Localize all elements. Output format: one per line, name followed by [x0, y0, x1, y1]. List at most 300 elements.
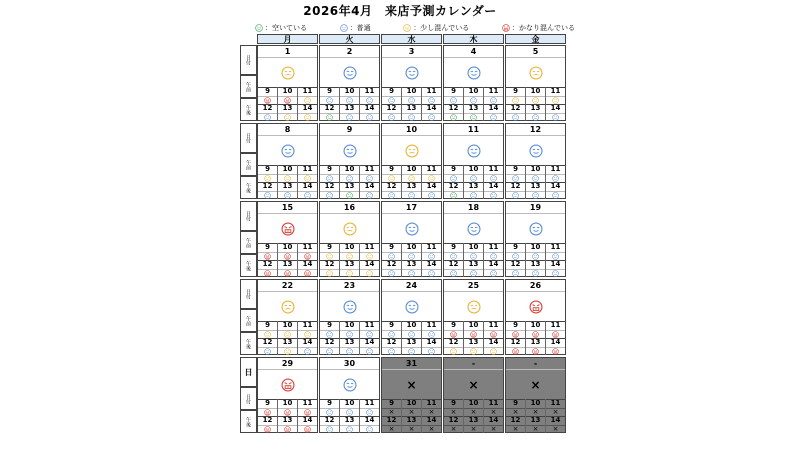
hour-label: 14: [360, 260, 379, 270]
day-number: 15: [258, 202, 317, 214]
normal-face-icon: [326, 97, 333, 104]
hour-label: 9: [506, 321, 525, 331]
normal-face-icon: [388, 270, 395, 277]
hour-slot: [258, 338, 278, 355]
normal-face-icon: [264, 348, 271, 355]
hour-slot: [506, 104, 526, 121]
hour-slot: [402, 321, 422, 338]
busy-face-icon: [366, 253, 373, 260]
legend-item-crowded: [502, 23, 575, 33]
day-cell[interactable]: [257, 123, 318, 199]
hour-label: 12: [320, 104, 339, 114]
busy-face-icon: [284, 175, 291, 182]
crowded-face-icon: [264, 253, 271, 260]
hour-slot: [360, 321, 379, 338]
hour-label: 14: [484, 338, 503, 348]
normal-face-icon: [428, 331, 435, 338]
hour-slot: [340, 182, 360, 199]
day-cell[interactable]: [257, 357, 318, 433]
normal-face-icon: [552, 253, 559, 260]
hour-slot: [546, 243, 565, 260]
hour-slot: [382, 260, 402, 277]
crowded-face-icon: [284, 270, 291, 277]
normal-face-icon: [264, 192, 271, 199]
row-label-am: 午前: [240, 309, 257, 332]
hour-label: 9: [320, 321, 339, 331]
hour-slot: [402, 165, 422, 182]
hour-label: 10: [340, 243, 359, 253]
hour-label: 11: [484, 399, 503, 409]
hour-slot: [506, 243, 526, 260]
normal-face-icon: [343, 378, 357, 392]
hours-am: [320, 243, 379, 261]
closed-mark: ×: [468, 377, 479, 392]
hour-slot: [444, 243, 464, 260]
hour-slot: [422, 182, 441, 199]
hour-label: 13: [402, 260, 421, 270]
hour-label: 12: [382, 104, 401, 114]
hour-label: 9: [258, 165, 277, 175]
hours-am: [382, 165, 441, 183]
busy-face-icon: [346, 270, 353, 277]
day-forecast: [320, 370, 379, 400]
hours-am: [444, 87, 503, 105]
hour-slot: [422, 104, 441, 121]
crowded-face-icon: [281, 222, 295, 236]
normal-face-icon: [532, 175, 539, 182]
hour-label: 10: [278, 87, 297, 97]
normal-face-icon: [408, 114, 415, 121]
day-forecast: [258, 136, 317, 166]
crowded-face-icon: [264, 97, 271, 104]
busy-face-icon: [304, 175, 311, 182]
crowded-face-icon: [304, 409, 311, 416]
closed-mark: ×: [470, 408, 477, 416]
hour-label: 9: [320, 399, 339, 409]
hour-slot: [402, 260, 422, 277]
normal-face-icon: [405, 300, 419, 314]
busy-face-icon: [552, 97, 559, 104]
busy-face-icon: [326, 270, 333, 277]
hour-label: 13: [402, 104, 421, 114]
hour-label: 14: [298, 260, 317, 270]
hour-label: 13: [340, 260, 359, 270]
hour-label: 13: [278, 104, 297, 114]
normal-face-icon: [512, 175, 519, 182]
hour-slot: [546, 399, 565, 416]
hour-slot: [546, 338, 565, 355]
hours-pm: [320, 416, 379, 433]
hour-slot: [320, 399, 340, 416]
day-number: 4: [444, 46, 503, 58]
hour-slot: [298, 182, 317, 199]
hour-label: 11: [422, 399, 441, 409]
normal-face-icon: [366, 114, 373, 121]
hour-label: 10: [464, 165, 483, 175]
hour-label: 10: [464, 87, 483, 97]
day-cell[interactable]: [381, 357, 442, 433]
hour-slot: [278, 260, 298, 277]
crowded-face-icon: [304, 426, 311, 433]
normal-face-icon: [532, 253, 539, 260]
normal-face-icon: [408, 270, 415, 277]
hour-label: 14: [546, 260, 565, 270]
hour-label: 12: [320, 416, 339, 426]
hour-label: 14: [546, 104, 565, 114]
hour-slot: [526, 321, 546, 338]
day-cell[interactable]: [505, 279, 566, 355]
hour-label: 9: [444, 87, 463, 97]
day-cell[interactable]: [443, 357, 504, 433]
hour-label: 12: [444, 338, 463, 348]
hour-label: 14: [484, 416, 503, 426]
day-forecast: [506, 370, 565, 400]
day-forecast: [258, 214, 317, 244]
row-label-sunday: 日: [240, 357, 257, 387]
hour-label: 12: [382, 182, 401, 192]
hour-label: 12: [382, 416, 401, 426]
hour-slot: [382, 165, 402, 182]
normal-face-icon: [326, 192, 333, 199]
hour-label: 11: [546, 321, 565, 331]
hours-am: [444, 321, 503, 339]
hour-slot: [506, 321, 526, 338]
hours-pm: [506, 416, 565, 433]
day-cell[interactable]: [443, 123, 504, 199]
hour-label: 13: [464, 104, 483, 114]
hour-slot: [484, 399, 503, 416]
hour-slot: [298, 87, 317, 104]
crowded-face-icon: [532, 331, 539, 338]
day-cell[interactable]: [257, 45, 318, 121]
hour-slot: [444, 104, 464, 121]
day-number: 30: [320, 358, 379, 370]
hour-label: 14: [298, 182, 317, 192]
hour-slot: [444, 416, 464, 433]
hour-label: 10: [464, 243, 483, 253]
hour-label: 12: [506, 416, 525, 426]
hour-slot: [422, 338, 441, 355]
hours-pm: [320, 260, 379, 277]
hour-label: 13: [464, 338, 483, 348]
hour-slot: [484, 260, 503, 277]
day-cell[interactable]: [443, 201, 504, 277]
hour-slot: [278, 87, 298, 104]
normal-face-icon: [532, 192, 539, 199]
busy-face-icon: [304, 114, 311, 121]
day-number: 24: [382, 280, 441, 292]
hour-label: 11: [484, 243, 503, 253]
busy-face-icon: [366, 270, 373, 277]
hour-slot: [464, 182, 484, 199]
hour-label: 10: [278, 165, 297, 175]
hour-label: 11: [360, 87, 379, 97]
hour-label: 11: [360, 165, 379, 175]
page-title: 2026年4月 来店予測カレンダー: [303, 4, 497, 18]
crowded-face-icon: [450, 331, 457, 338]
normal-face-icon: [490, 97, 497, 104]
hour-label: 11: [484, 321, 503, 331]
hours-pm: [320, 182, 379, 199]
closed-mark: ×: [552, 408, 559, 416]
closed-mark: ×: [490, 408, 497, 416]
crowded-face-icon: [264, 270, 271, 277]
hour-slot: [298, 243, 317, 260]
hour-slot: [402, 399, 422, 416]
day-cell[interactable]: [381, 123, 442, 199]
hour-label: 11: [546, 399, 565, 409]
day-forecast: [444, 136, 503, 166]
normal-face-icon: [470, 175, 477, 182]
day-cell[interactable]: [381, 279, 442, 355]
hour-label: 13: [526, 416, 545, 426]
crowded-face-icon: [512, 348, 519, 355]
hour-label: 13: [340, 416, 359, 426]
hours-pm: [444, 182, 503, 199]
hour-slot: [464, 87, 484, 104]
day-number: 10: [382, 124, 441, 136]
day-cell[interactable]: [381, 201, 442, 277]
hour-slot: [382, 399, 402, 416]
normal-face-icon: [346, 175, 353, 182]
hour-slot: [320, 416, 340, 433]
closed-mark: ×: [388, 408, 395, 416]
hour-slot: [402, 338, 422, 355]
hours-pm: [320, 338, 379, 355]
hour-slot: [402, 416, 422, 433]
closed-mark: ×: [532, 408, 539, 416]
hour-label: 12: [258, 416, 277, 426]
normal-face-icon: [326, 348, 333, 355]
day-forecast: [382, 292, 441, 322]
day-forecast: [320, 292, 379, 322]
hours-am: [382, 243, 441, 261]
busy-face-icon: [304, 331, 311, 338]
day-cell[interactable]: [319, 201, 380, 277]
hour-slot: [258, 243, 278, 260]
normal-face-icon: [450, 270, 457, 277]
row-label-pm: 午後: [240, 254, 257, 277]
day-cell[interactable]: [319, 279, 380, 355]
legend-item-quiet: [255, 23, 307, 33]
hour-label: 11: [546, 165, 565, 175]
day-cell[interactable]: [319, 357, 380, 433]
normal-face-icon: [490, 253, 497, 260]
hour-slot: [464, 243, 484, 260]
normal-face-icon: [366, 175, 373, 182]
normal-face-icon: [281, 144, 295, 158]
hours-pm: [320, 104, 379, 121]
day-cell[interactable]: [381, 45, 442, 121]
hour-slot: [340, 416, 360, 433]
crowded-face-icon: [284, 409, 291, 416]
hour-slot: [320, 260, 340, 277]
hour-slot: [546, 182, 565, 199]
hour-slot: [340, 104, 360, 121]
busy-face-icon: [284, 331, 291, 338]
hours-am: [320, 165, 379, 183]
hour-label: 9: [444, 243, 463, 253]
day-cell[interactable]: [319, 123, 380, 199]
normal-face-icon: [388, 114, 395, 121]
hour-label: 10: [340, 165, 359, 175]
hour-label: 12: [382, 260, 401, 270]
hour-label: 12: [258, 104, 277, 114]
crowded-face-icon: [529, 300, 543, 314]
closed-mark: ×: [428, 425, 435, 433]
hour-slot: [506, 399, 526, 416]
hour-label: 12: [444, 416, 463, 426]
legend-label: ：普通: [349, 24, 371, 32]
busy-face-icon: [304, 97, 311, 104]
hours-am: [320, 87, 379, 105]
hour-label: 14: [546, 416, 565, 426]
quiet-face-icon: [450, 192, 457, 199]
day-cell[interactable]: [319, 45, 380, 121]
normal-face-icon: [470, 253, 477, 260]
closed-mark: ×: [512, 408, 519, 416]
day-number: 23: [320, 280, 379, 292]
hour-label: 11: [546, 243, 565, 253]
hour-slot: [484, 338, 503, 355]
normal-face-icon: [264, 114, 271, 121]
hours-am: [382, 399, 441, 417]
hour-label: 14: [298, 104, 317, 114]
hour-slot: [464, 399, 484, 416]
hour-label: 10: [402, 243, 421, 253]
day-number: -: [506, 358, 565, 370]
hour-label: 13: [402, 416, 421, 426]
hour-label: 12: [506, 104, 525, 114]
hour-label: 14: [546, 182, 565, 192]
busy-face-icon: [284, 114, 291, 121]
weekday-header: 火: [319, 34, 380, 44]
hour-label: 9: [320, 87, 339, 97]
legend-item-busy: [403, 23, 469, 33]
hour-label: 9: [382, 399, 401, 409]
normal-face-icon: [366, 409, 373, 416]
hour-slot: [340, 165, 360, 182]
hour-label: 9: [444, 399, 463, 409]
hour-label: 13: [278, 260, 297, 270]
day-cell[interactable]: [443, 279, 504, 355]
normal-face-icon: [408, 192, 415, 199]
busy-face-icon: [326, 253, 333, 260]
normal-face-icon: [388, 97, 395, 104]
day-number: 5: [506, 46, 565, 58]
hours-pm: [506, 260, 565, 277]
day-cell[interactable]: [443, 45, 504, 121]
day-forecast: [382, 370, 441, 400]
hour-slot: [526, 243, 546, 260]
crowded-face-icon: [304, 253, 311, 260]
day-cell[interactable]: [257, 279, 318, 355]
normal-face-icon: [388, 253, 395, 260]
hour-slot: [484, 182, 503, 199]
weekday-header: 水: [381, 34, 442, 44]
hour-label: 9: [382, 87, 401, 97]
day-cell[interactable]: [505, 123, 566, 199]
day-cell[interactable]: [257, 201, 318, 277]
hours-am: [506, 165, 565, 183]
hours-pm: [382, 104, 441, 121]
hour-label: 9: [258, 243, 277, 253]
hour-label: 10: [340, 87, 359, 97]
normal-face-icon: [512, 114, 519, 121]
hour-slot: [506, 338, 526, 355]
day-forecast: [258, 292, 317, 322]
normal-face-icon: [450, 175, 457, 182]
hour-label: 9: [506, 399, 525, 409]
hour-label: 13: [278, 416, 297, 426]
hour-slot: [546, 260, 565, 277]
normal-face-icon: [532, 114, 539, 121]
hour-label: 14: [360, 416, 379, 426]
normal-face-icon: [405, 222, 419, 236]
hours-pm: [258, 182, 317, 199]
hour-slot: [444, 165, 464, 182]
hour-slot: [360, 416, 379, 433]
hour-slot: [546, 416, 565, 433]
crowded-face-icon: [281, 378, 295, 392]
normal-face-icon: [552, 175, 559, 182]
hour-label: 11: [298, 165, 317, 175]
hour-slot: [464, 260, 484, 277]
hour-label: 10: [526, 87, 545, 97]
hour-label: 10: [464, 399, 483, 409]
hour-label: 9: [506, 243, 525, 253]
quiet-face-icon: [450, 114, 457, 121]
hour-label: 12: [444, 104, 463, 114]
hour-slot: [402, 104, 422, 121]
hour-slot: [340, 243, 360, 260]
hour-label: 11: [360, 243, 379, 253]
hours-am: [506, 321, 565, 339]
normal-face-icon: [366, 331, 373, 338]
hour-slot: [320, 104, 340, 121]
closed-mark: ×: [388, 425, 395, 433]
busy-face-icon: [281, 66, 295, 80]
day-forecast: [506, 58, 565, 88]
hour-slot: [484, 87, 503, 104]
hour-slot: [422, 399, 441, 416]
legend: [255, 22, 575, 34]
hour-slot: [526, 338, 546, 355]
normal-face-icon: [490, 114, 497, 121]
hour-label: 12: [444, 260, 463, 270]
normal-face-icon: [408, 331, 415, 338]
hours-pm: [444, 260, 503, 277]
hour-slot: [320, 165, 340, 182]
row-label-pm: 午後: [240, 410, 257, 433]
day-cell[interactable]: [505, 45, 566, 121]
day-number: 29: [258, 358, 317, 370]
hour-slot: [298, 399, 317, 416]
day-cell[interactable]: [505, 201, 566, 277]
hour-slot: [506, 416, 526, 433]
hour-label: 10: [464, 321, 483, 331]
hour-slot: [360, 182, 379, 199]
hour-label: 14: [360, 104, 379, 114]
normal-face-icon: [490, 175, 497, 182]
hour-slot: [258, 399, 278, 416]
crowded-face-icon: [304, 270, 311, 277]
busy-face-icon: [346, 253, 353, 260]
day-cell[interactable]: [505, 357, 566, 433]
hour-slot: [360, 399, 379, 416]
hour-slot: [320, 243, 340, 260]
hours-am: [444, 165, 503, 183]
